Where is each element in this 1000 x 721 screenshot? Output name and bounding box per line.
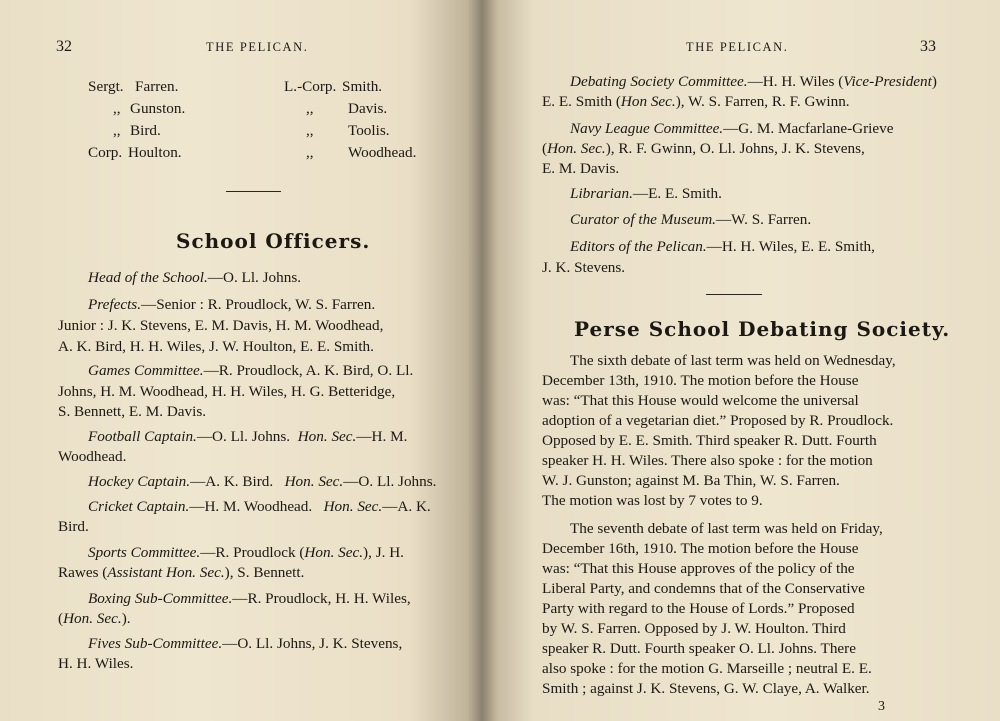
page-number: 33 bbox=[920, 38, 936, 55]
office-entry: Head of the School.—O. Ll. Johns. bbox=[88, 269, 302, 286]
rank-name: Gunston. bbox=[130, 100, 186, 117]
office-entry-line: Woodhead. bbox=[58, 448, 127, 465]
office-entry-line: E. M. Davis. bbox=[542, 160, 620, 177]
right-page bbox=[482, 0, 1000, 721]
rank-name: Farren. bbox=[135, 78, 179, 95]
paragraph-line: was: “That this House would welcome the universal bbox=[542, 392, 859, 409]
paragraph-line: Smith ; against J. K. Stevens, G. W. Claye, A. Walker. bbox=[542, 680, 870, 697]
office-entry-line: H. H. Wiles. bbox=[58, 655, 134, 672]
office-entry-line: S. Bennett, E. M. Davis. bbox=[58, 403, 207, 420]
paragraph-line: Party with regard to the House of Lords.” Proposed bbox=[542, 600, 855, 617]
office-entry: Librarian.—E. E. Smith. bbox=[570, 185, 722, 202]
office-entry-line: Junior : J. K. Stevens, E. M. Davis, H. M. Woodhead, bbox=[58, 317, 384, 334]
paragraph-line: also spoke : for the motion G. Marseille ; neutral E. E. bbox=[542, 660, 872, 677]
office-entry-line: J. K. Stevens. bbox=[542, 259, 626, 276]
office-entry: Boxing Sub-Committee.—R. Proudlock, H. H. Wiles, bbox=[88, 590, 411, 607]
paragraph-line: December 16th, 1910. The motion before the House bbox=[542, 540, 859, 557]
office-entry-line: A. K. Bird, H. H. Wiles, J. W. Houlton, E. E. Smith. bbox=[58, 338, 374, 355]
rank-name: Toolis. bbox=[348, 122, 390, 139]
office-entry: Navy League Committee.—G. M. Macfarlane-Grieve bbox=[570, 120, 894, 137]
office-entry-line: (Hon. Sec.), R. F. Gwinn, O. Ll. Johns, J. K. Stevens, bbox=[542, 140, 865, 157]
rank-label: Corp. bbox=[88, 144, 123, 161]
running-head: THE PELICAN. bbox=[206, 40, 309, 54]
rank-name: Houlton. bbox=[128, 144, 182, 161]
paragraph-line: Liberal Party, and condemns that of the Conservative bbox=[542, 580, 865, 597]
paragraph-line: W. J. Gunston; against M. Ba Thin, W. S. Farren. bbox=[542, 472, 840, 489]
paragraph-line: December 13th, 1910. The motion before the House bbox=[542, 372, 859, 389]
running-head: THE PELICAN. bbox=[686, 40, 789, 54]
rank-name: Davis. bbox=[348, 100, 388, 117]
office-entry: Football Captain.—O. Ll. Johns. Hon. Sec.—H. M. bbox=[88, 428, 408, 445]
office-entry-line: Rawes (Assistant Hon. Sec.), S. Bennett. bbox=[58, 564, 305, 581]
paragraph-line: The sixth debate of last term was held on Wednesday, bbox=[570, 352, 896, 369]
rank-label: ,, bbox=[306, 122, 314, 139]
office-entry: Prefects.—Senior : R. Proudlock, W. S. Farren. bbox=[88, 296, 376, 313]
office-entry: Debating Society Committee.—H. H. Wiles (Vice-President) bbox=[570, 73, 937, 90]
rank-label: Sergt. bbox=[88, 78, 124, 95]
section-divider bbox=[706, 294, 762, 295]
office-entry-line: E. E. Smith (Hon Sec.), W. S. Farren, R. F. Gwinn. bbox=[542, 93, 850, 110]
page-number: 32 bbox=[56, 38, 72, 55]
office-entry: Sports Committee.—R. Proudlock (Hon. Sec.), J. H. bbox=[88, 544, 404, 561]
section-heading: Perse School Debating Society. bbox=[574, 317, 951, 341]
rank-name: Woodhead. bbox=[348, 144, 417, 161]
paragraph-line: by W. S. Farren. Opposed by J. W. Houlton. Third bbox=[542, 620, 846, 637]
office-entry: Cricket Captain.—H. M. Woodhead. Hon. Sec.—A. K. bbox=[88, 498, 431, 515]
paragraph-line: The seventh debate of last term was held on Friday, bbox=[570, 520, 883, 537]
section-divider bbox=[226, 191, 281, 192]
paragraph-line: Opposed by E. E. Smith. Third speaker R. Dutt. Fourth bbox=[542, 432, 877, 449]
office-entry: Curator of the Museum.—W. S. Farren. bbox=[570, 211, 812, 228]
rank-label: ,, bbox=[306, 144, 314, 161]
rank-name: Smith. bbox=[342, 78, 383, 95]
office-entry: Games Committee.—R. Proudlock, A. K. Bird, O. Ll. bbox=[88, 362, 414, 379]
rank-label: L.-Corp. bbox=[284, 78, 337, 95]
office-entry: Hockey Captain.—A. K. Bird. Hon. Sec.—O. Ll. Johns. bbox=[88, 473, 437, 490]
office-entry-line: Johns, H. M. Woodhead, H. H. Wiles, H. G. Betteridge, bbox=[58, 383, 396, 400]
paragraph-line: speaker R. Dutt. Fourth speaker O. Ll. Johns. There bbox=[542, 640, 856, 657]
signature-mark: 3 bbox=[878, 699, 885, 714]
rank-label: ,, bbox=[113, 100, 121, 117]
rank-label: ,, bbox=[113, 122, 121, 139]
office-entry-line: Bird. bbox=[58, 518, 89, 535]
rank-name: Bird. bbox=[130, 122, 161, 139]
left-page bbox=[0, 0, 482, 721]
paragraph-line: The motion was lost by 7 votes to 9. bbox=[542, 492, 763, 509]
office-entry: Fives Sub-Committee.—O. Ll. Johns, J. K. Stevens, bbox=[88, 635, 403, 652]
office-entry: Editors of the Pelican.—H. H. Wiles, E. E. Smith, bbox=[570, 238, 875, 255]
paragraph-line: speaker H. H. Wiles. There also spoke : for the motion bbox=[542, 452, 873, 469]
rank-label: ,, bbox=[306, 100, 314, 117]
paragraph-line: adoption of a vegetarian diet.” Proposed by R. Proudlock. bbox=[542, 412, 894, 429]
office-entry-line: (Hon. Sec.). bbox=[58, 610, 131, 627]
paragraph-line: was: “That this House approves of the policy of the bbox=[542, 560, 855, 577]
section-heading: School Officers. bbox=[176, 229, 371, 253]
